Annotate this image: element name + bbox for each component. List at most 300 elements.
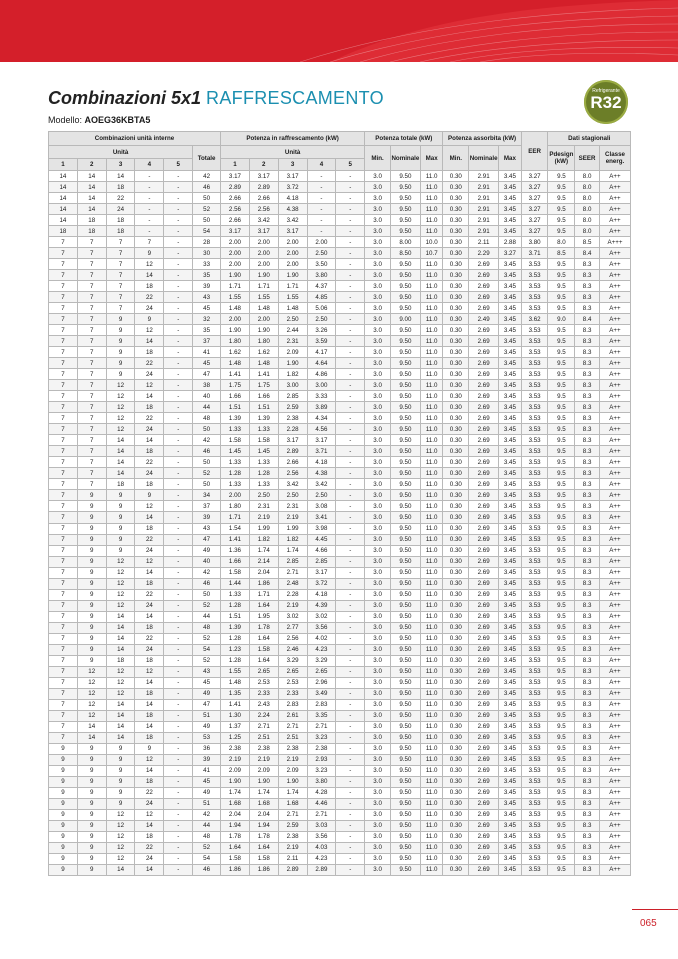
table-cell: 0.30 xyxy=(443,171,469,182)
table-cell: 18 xyxy=(106,182,135,193)
table-cell: 3.27 xyxy=(521,171,548,182)
table-cell: 3.0 xyxy=(365,182,391,193)
table-cell: 4.28 xyxy=(307,787,336,798)
table-cell: A++ xyxy=(599,809,630,820)
table-cell: 3.53 xyxy=(521,589,548,600)
table-cell: - xyxy=(336,512,365,523)
table-cell: - xyxy=(164,369,193,380)
table-cell: 3.45 xyxy=(499,765,522,776)
table-cell: 14 xyxy=(49,182,78,193)
table-cell: 7 xyxy=(135,237,164,248)
table-cell: 3.45 xyxy=(499,732,522,743)
table-cell: 2.89 xyxy=(278,446,307,457)
table-cell: - xyxy=(336,820,365,831)
table-cell: 3.45 xyxy=(499,281,522,292)
table-cell: 9.5 xyxy=(548,831,575,842)
table-cell: A++ xyxy=(599,842,630,853)
table-cell: 12 xyxy=(106,831,135,842)
table-cell: 12 xyxy=(135,325,164,336)
table-cell: A++ xyxy=(599,435,630,446)
table-cell: 7 xyxy=(49,721,78,732)
table-cell: - xyxy=(164,314,193,325)
table-cell: 7 xyxy=(77,391,106,402)
table-cell: 14 xyxy=(106,699,135,710)
table-cell: - xyxy=(164,424,193,435)
table-cell: 12 xyxy=(135,754,164,765)
table-row xyxy=(49,743,631,754)
table-cell: A++ xyxy=(599,644,630,655)
table-cell: 9.50 xyxy=(390,567,420,578)
table-cell: 8.3 xyxy=(575,732,600,743)
table-cell: 7 xyxy=(49,732,78,743)
table-cell: 2.48 xyxy=(278,578,307,589)
table-cell: 3.0 xyxy=(365,270,391,281)
table-cell: 46 xyxy=(193,182,221,193)
table-cell: 7 xyxy=(49,589,78,600)
table-row xyxy=(49,809,631,820)
table-cell: 1.58 xyxy=(249,435,278,446)
table-cell: 18 xyxy=(135,688,164,699)
table-row xyxy=(49,534,631,545)
table-row xyxy=(49,446,631,457)
table-cell: 7 xyxy=(49,666,78,677)
table-cell: 22 xyxy=(135,292,164,303)
table-cell: 1.78 xyxy=(249,831,278,842)
table-cell: 3.62 xyxy=(521,314,548,325)
table-cell: - xyxy=(336,523,365,534)
table-cell: A++ xyxy=(599,303,630,314)
table-cell: 9 xyxy=(77,578,106,589)
table-cell: 12 xyxy=(106,578,135,589)
table-cell: 7 xyxy=(49,710,78,721)
table-cell: 7 xyxy=(106,281,135,292)
table-cell: 2.59 xyxy=(278,820,307,831)
table-cell: 18 xyxy=(135,446,164,457)
table-cell: 7 xyxy=(77,347,106,358)
table-cell: 12 xyxy=(77,688,106,699)
table-cell: 0.30 xyxy=(443,765,469,776)
table-cell: 14 xyxy=(106,644,135,655)
table-cell: 53 xyxy=(193,732,221,743)
table-cell: 3.00 xyxy=(307,380,336,391)
table-cell: 9.5 xyxy=(548,633,575,644)
table-cell: 3.53 xyxy=(521,281,548,292)
table-cell: 49 xyxy=(193,721,221,732)
table-cell: 12 xyxy=(106,589,135,600)
table-cell: 2.28 xyxy=(278,589,307,600)
table-cell: 2.59 xyxy=(278,402,307,413)
table-cell: 0.30 xyxy=(443,358,469,369)
table-cell: 11.0 xyxy=(420,820,443,831)
table-cell: 11.0 xyxy=(420,688,443,699)
table-cell: 9.00 xyxy=(390,314,420,325)
table-cell: 9.5 xyxy=(548,281,575,292)
table-cell: 18 xyxy=(106,479,135,490)
model-value: AOEG36KBTA5 xyxy=(84,115,151,125)
group-indoor: Combinazioni unità interne xyxy=(49,132,221,146)
table-cell: 2.69 xyxy=(469,402,499,413)
table-cell: 9.50 xyxy=(390,842,420,853)
table-cell: 3.45 xyxy=(499,622,522,633)
table-cell: 2.85 xyxy=(278,556,307,567)
table-row xyxy=(49,402,631,413)
table-cell: 3.0 xyxy=(365,226,391,237)
table-cell: 52 xyxy=(193,842,221,853)
table-cell: - xyxy=(164,578,193,589)
table-cell: 3.45 xyxy=(499,501,522,512)
table-cell: 43 xyxy=(193,292,221,303)
table-cell: 1.41 xyxy=(221,534,250,545)
table-cell: 9.5 xyxy=(548,710,575,721)
table-cell: 2.91 xyxy=(469,193,499,204)
table-cell: 3.53 xyxy=(521,853,548,864)
table-cell: 7 xyxy=(49,292,78,303)
table-cell: 3.53 xyxy=(521,545,548,556)
table-cell: 3.53 xyxy=(521,765,548,776)
table-cell: 1.68 xyxy=(249,798,278,809)
table-cell: A++ xyxy=(599,270,630,281)
table-cell: 4.18 xyxy=(307,589,336,600)
table-cell: 3.0 xyxy=(365,523,391,534)
table-cell: 9.5 xyxy=(548,743,575,754)
col-power-4: 4 xyxy=(307,159,336,171)
table-cell: A++ xyxy=(599,501,630,512)
table-cell: 3.0 xyxy=(365,644,391,655)
table-cell: 8.5 xyxy=(575,237,600,248)
table-body xyxy=(49,171,631,876)
table-cell: 0.30 xyxy=(443,347,469,358)
table-cell: - xyxy=(336,182,365,193)
table-cell: 14 xyxy=(106,732,135,743)
table-cell: - xyxy=(307,204,336,215)
table-cell: 1.68 xyxy=(278,798,307,809)
table-cell: 3.45 xyxy=(499,336,522,347)
table-cell: 42 xyxy=(193,567,221,578)
table-cell: 9 xyxy=(77,490,106,501)
col-power-1: 1 xyxy=(221,159,250,171)
table-cell: A++ xyxy=(599,215,630,226)
header-min-2: Min. xyxy=(443,146,469,171)
table-cell: A++ xyxy=(599,182,630,193)
table-cell: 2.19 xyxy=(278,512,307,523)
table-cell: 1.71 xyxy=(278,281,307,292)
table-cell: - xyxy=(164,281,193,292)
table-cell: 9 xyxy=(106,336,135,347)
table-cell: 9.50 xyxy=(390,336,420,347)
table-cell: 12 xyxy=(106,688,135,699)
table-cell: 1.66 xyxy=(221,556,250,567)
table-cell: A++ xyxy=(599,512,630,523)
table-cell: 3.53 xyxy=(521,336,548,347)
table-row xyxy=(49,413,631,424)
table-row xyxy=(49,820,631,831)
table-cell: 47 xyxy=(193,699,221,710)
table-cell: 2.69 xyxy=(469,644,499,655)
table-cell: - xyxy=(336,798,365,809)
table-cell: 3.41 xyxy=(307,512,336,523)
table-cell: 11.0 xyxy=(420,259,443,270)
table-cell: 18 xyxy=(135,523,164,534)
table-cell: 3.45 xyxy=(499,490,522,501)
table-cell: - xyxy=(336,446,365,457)
table-cell: - xyxy=(164,754,193,765)
table-cell: 1.82 xyxy=(278,534,307,545)
table-cell: 7 xyxy=(77,369,106,380)
table-cell: 1.44 xyxy=(221,578,250,589)
table-cell: 14 xyxy=(49,193,78,204)
table-cell: 2.69 xyxy=(469,270,499,281)
table-cell: 11.0 xyxy=(420,677,443,688)
table-cell: - xyxy=(164,864,193,875)
table-cell: 11.0 xyxy=(420,457,443,468)
table-cell: 1.41 xyxy=(221,699,250,710)
table-cell: 7 xyxy=(106,237,135,248)
table-cell: 50 xyxy=(193,215,221,226)
table-cell: 2.19 xyxy=(278,842,307,853)
table-cell: 40 xyxy=(193,391,221,402)
table-cell: 2.69 xyxy=(469,292,499,303)
table-cell: 4.38 xyxy=(278,204,307,215)
table-cell: 2.00 xyxy=(307,237,336,248)
table-cell: 1.90 xyxy=(278,270,307,281)
table-cell: 9.50 xyxy=(390,402,420,413)
table-cell: 2.69 xyxy=(469,765,499,776)
table-cell: A++ xyxy=(599,204,630,215)
table-cell: 7 xyxy=(77,435,106,446)
table-cell: 0.30 xyxy=(443,798,469,809)
table-cell: 3.0 xyxy=(365,413,391,424)
table-cell: 3.45 xyxy=(499,831,522,842)
table-cell: 9 xyxy=(77,556,106,567)
table-cell: 7 xyxy=(49,567,78,578)
table-cell: 9.5 xyxy=(548,358,575,369)
table-cell: - xyxy=(135,171,164,182)
table-cell: 18 xyxy=(106,655,135,666)
table-cell: 14 xyxy=(106,864,135,875)
table-cell: 8.3 xyxy=(575,512,600,523)
table-cell: 18 xyxy=(135,578,164,589)
table-cell: 12 xyxy=(106,380,135,391)
table-cell: 1.74 xyxy=(278,787,307,798)
table-cell: 11.0 xyxy=(420,336,443,347)
table-cell: 7 xyxy=(49,644,78,655)
table-cell: 2.89 xyxy=(249,182,278,193)
table-cell: 3.53 xyxy=(521,556,548,567)
table-cell: - xyxy=(336,413,365,424)
table-cell: 7 xyxy=(77,248,106,259)
table-cell: 8.3 xyxy=(575,567,600,578)
table-cell: 7 xyxy=(106,248,135,259)
table-cell: 2.69 xyxy=(469,853,499,864)
combinations-table xyxy=(48,131,631,876)
table-cell: 2.91 xyxy=(469,204,499,215)
table-cell: 2.69 xyxy=(469,721,499,732)
table-cell: - xyxy=(164,391,193,402)
table-cell: - xyxy=(336,468,365,479)
table-cell: 9 xyxy=(77,644,106,655)
table-cell: A++ xyxy=(599,380,630,391)
table-cell: 11.0 xyxy=(420,710,443,721)
table-cell: 22 xyxy=(135,842,164,853)
table-cell: 0.30 xyxy=(443,622,469,633)
table-cell: 8.3 xyxy=(575,798,600,809)
table-row xyxy=(49,204,631,215)
table-cell: 9.5 xyxy=(548,523,575,534)
table-cell: 9.5 xyxy=(548,336,575,347)
title-light: RAFFRESCAMENTO xyxy=(206,88,384,108)
table-cell: 12 xyxy=(135,501,164,512)
table-cell: 51 xyxy=(193,710,221,721)
table-cell: 3.0 xyxy=(365,314,391,325)
table-cell: 54 xyxy=(193,853,221,864)
table-cell: 0.30 xyxy=(443,457,469,468)
table-cell: 22 xyxy=(135,457,164,468)
table-cell: - xyxy=(164,743,193,754)
table-cell: 9 xyxy=(106,490,135,501)
table-cell: 7 xyxy=(77,292,106,303)
table-cell: 2.69 xyxy=(469,622,499,633)
table-cell: 2.91 xyxy=(469,215,499,226)
table-cell: 4.45 xyxy=(307,534,336,545)
table-cell: 2.00 xyxy=(278,259,307,270)
table-cell: 1.90 xyxy=(221,776,250,787)
table-cell: 9.50 xyxy=(390,732,420,743)
table-cell: 9.5 xyxy=(548,270,575,281)
table-cell: 3.45 xyxy=(499,358,522,369)
table-cell: - xyxy=(336,600,365,611)
table-cell: 2.51 xyxy=(249,732,278,743)
table-cell: 9.5 xyxy=(548,655,575,666)
table-cell: 3.0 xyxy=(365,215,391,226)
table-cell: 3.0 xyxy=(365,633,391,644)
table-cell: 3.53 xyxy=(521,732,548,743)
table-cell: 3.0 xyxy=(365,457,391,468)
table-row xyxy=(49,215,631,226)
table-cell: 2.93 xyxy=(307,754,336,765)
table-cell: 8.3 xyxy=(575,831,600,842)
table-cell: 3.45 xyxy=(499,853,522,864)
table-cell: - xyxy=(336,787,365,798)
table-cell: 9.5 xyxy=(548,369,575,380)
table-cell: 7 xyxy=(49,314,78,325)
header-min: Min. xyxy=(365,146,391,171)
table-cell: 8.3 xyxy=(575,402,600,413)
table-cell: - xyxy=(164,776,193,787)
table-cell: 3.53 xyxy=(521,809,548,820)
table-cell: - xyxy=(336,556,365,567)
table-cell: 9.50 xyxy=(390,776,420,787)
table-cell: 11.0 xyxy=(420,798,443,809)
table-cell: 3.53 xyxy=(521,578,548,589)
table-cell: 3.45 xyxy=(499,468,522,479)
table-cell: 8.3 xyxy=(575,369,600,380)
table-cell: 8.3 xyxy=(575,600,600,611)
table-cell: 2.69 xyxy=(469,391,499,402)
table-cell: 9.50 xyxy=(390,226,420,237)
table-cell: 18 xyxy=(135,655,164,666)
table-cell: 2.69 xyxy=(469,842,499,853)
table-cell: 7 xyxy=(49,512,78,523)
table-cell: 8.3 xyxy=(575,765,600,776)
table-cell: A++ xyxy=(599,314,630,325)
table-cell: 49 xyxy=(193,787,221,798)
table-cell: 7 xyxy=(106,292,135,303)
table-cell: 3.0 xyxy=(365,171,391,182)
table-cell: 3.0 xyxy=(365,765,391,776)
table-cell: - xyxy=(336,490,365,501)
table-cell: 7 xyxy=(49,336,78,347)
table-cell: 3.0 xyxy=(365,578,391,589)
table-cell: 1.51 xyxy=(221,402,250,413)
table-cell: 9.50 xyxy=(390,633,420,644)
table-cell: 9.5 xyxy=(548,798,575,809)
table-cell: A++ xyxy=(599,545,630,556)
table-row xyxy=(49,303,631,314)
table-cell: 9 xyxy=(135,743,164,754)
table-cell: 11.0 xyxy=(420,468,443,479)
table-cell: 39 xyxy=(193,754,221,765)
table-cell: - xyxy=(336,611,365,622)
table-cell: 1.36 xyxy=(221,545,250,556)
table-cell: 18 xyxy=(135,710,164,721)
table-row xyxy=(49,633,631,644)
table-cell: 1.55 xyxy=(249,292,278,303)
table-cell: 0.30 xyxy=(443,424,469,435)
table-cell: 3.0 xyxy=(365,193,391,204)
table-cell: 9.50 xyxy=(390,523,420,534)
table-cell: 2.69 xyxy=(469,710,499,721)
table-cell: 9.50 xyxy=(390,171,420,182)
table-cell: 3.17 xyxy=(307,567,336,578)
table-cell: 9.5 xyxy=(548,171,575,182)
table-cell: - xyxy=(164,644,193,655)
table-cell: 3.0 xyxy=(365,292,391,303)
table-cell: - xyxy=(164,567,193,578)
table-cell: 11.0 xyxy=(420,655,443,666)
table-cell: 2.19 xyxy=(278,754,307,765)
table-cell: 11.0 xyxy=(420,578,443,589)
table-cell: 2.19 xyxy=(221,754,250,765)
table-cell: 3.27 xyxy=(499,248,522,259)
table-cell: 1.35 xyxy=(221,688,250,699)
table-cell: 9.5 xyxy=(548,677,575,688)
table-cell: - xyxy=(336,292,365,303)
table-cell: 1.75 xyxy=(221,380,250,391)
table-cell: - xyxy=(336,226,365,237)
table-cell: 9.50 xyxy=(390,512,420,523)
table-cell: 1.55 xyxy=(221,292,250,303)
table-cell: 24 xyxy=(135,600,164,611)
table-cell: 9 xyxy=(135,490,164,501)
table-cell: 14 xyxy=(135,677,164,688)
table-cell: 3.45 xyxy=(499,677,522,688)
table-cell: 3.0 xyxy=(365,204,391,215)
table-cell: 2.85 xyxy=(278,391,307,402)
table-cell: A++ xyxy=(599,765,630,776)
table-cell: 9 xyxy=(49,798,78,809)
table-cell: 24 xyxy=(135,644,164,655)
table-cell: 3.0 xyxy=(365,864,391,875)
table-cell: - xyxy=(164,666,193,677)
table-cell: 3.53 xyxy=(521,644,548,655)
table-cell: - xyxy=(164,347,193,358)
table-cell: - xyxy=(307,182,336,193)
table-cell: 7 xyxy=(49,523,78,534)
table-cell: 3.45 xyxy=(499,743,522,754)
table-cell: 2.38 xyxy=(278,413,307,424)
table-cell: 2.65 xyxy=(249,666,278,677)
table-cell: - xyxy=(336,193,365,204)
